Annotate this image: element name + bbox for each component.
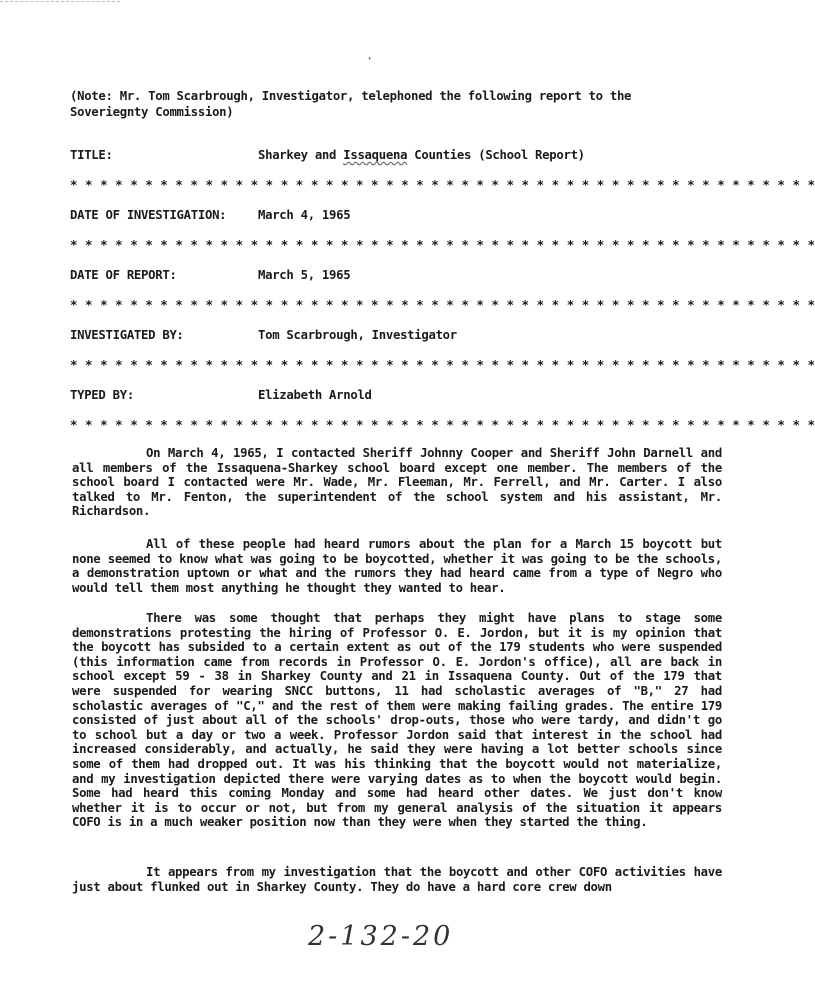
investigated-by-field — [70, 328, 730, 344]
date-of-investigation-label: DATE OF INVESTIGATION: — [70, 208, 227, 222]
investigated-by-label: INVESTIGATED BY: — [70, 328, 184, 342]
title-field — [70, 148, 730, 164]
date-of-investigation-value: March 4, 1965 — [258, 208, 351, 222]
title-label: TITLE: — [70, 148, 113, 162]
paragraph-1: On March 4, 1965, I contacted Sheriff Johnny Cooper and Sheriff John Darnell and all members of the Issaquena-Sharkey school board except one member. The members of the school board I contacted were Mr. Wade, Mr. Fleeman, Mr. Ferrell, and Mr. Carter. I also talked to Mr. Fenton, the superintendent of the school system and his assistant, Mr. Richardson. — [72, 446, 722, 519]
separator-2: * * * * * * * * * * * * * * * * * * * * * * * * * * * * * * * * * * * * * * * * * * * * * * * * * * — [70, 237, 815, 252]
date-of-investigation-field — [70, 208, 730, 224]
scan-speck: ‧ — [368, 54, 371, 65]
date-of-report-value: March 5, 1965 — [258, 268, 351, 282]
handwritten-page-number: 2-132-20 — [308, 921, 454, 952]
separator-3: * * * * * * * * * * * * * * * * * * * * * * * * * * * * * * * * * * * * * * * * * * * * * * * * * * — [70, 297, 815, 312]
date-of-report-label: DATE OF REPORT: — [70, 268, 177, 282]
top-edge-dashes — [0, 1, 120, 2]
investigated-by-value: Tom Scarbrough, Investigator — [258, 328, 457, 342]
separator-5: * * * * * * * * * * * * * * * * * * * * * * * * * * * * * * * * * * * * * * * * * * * * * * * * * * — [70, 417, 815, 432]
paragraph-2: All of these people had heard rumors about the plan for a March 15 boycott but none seemed to know what was going to be boycotted, whether it was going to be the schools, a demonstration uptown or what and the rumors they had heard came from a type of Negro who would tell them most anything he thought they wanted to hear. — [72, 537, 722, 595]
separator-1: * * * * * * * * * * * * * * * * * * * * * * * * * * * * * * * * * * * * * * * * * * * * * * * * * * — [70, 177, 815, 192]
typed-by-field — [70, 388, 730, 404]
paragraph-3: There was some thought that perhaps they might have plans to stage some demonstrations protesting the hiring of Professor O. E. Jordon, but it is my opinion that the boycott has subsided to a certain extent as out of the 179 students who were suspended (this information came from records in Professor O. E. Jordon's office), all are back in school except 59 - 38 in Sharkey County and 21 in Issaquena County. Out of the 179 that were suspended for wearing SNCC buttons, 11 had scholastic averages of "B," 27 had scholastic averages of "C," and the rest of them were making failing grades. The entire 179 consisted of just about all of the schools' drop-outs, those who were tardy, and didn't go to school but a day or two a week. Professor Jordon said that interest in the school had increased considerably, and actually, he said they were having a lot better schools since some of them had dropped out. It was his thinking that the boycott would not materialize, and my investigation depicted there were varying dates as to when the boycott would begin. Some had heard this coming Monday and some had heard other dates. We just don't know whether it is to occur or not, but from my general analysis of the situation it appears COFO is in a much weaker position now than they were when they started the thing. — [72, 611, 722, 830]
typed-by-value: Elizabeth Arnold — [258, 388, 372, 402]
separator-4: * * * * * * * * * * * * * * * * * * * * * * * * * * * * * * * * * * * * * * * * * * * * * * * * * * — [70, 357, 815, 372]
title-value — [258, 148, 585, 162]
title-value-post: Counties (School Report) — [407, 148, 585, 162]
title-value-underlined: Issaquena — [343, 148, 408, 162]
telephone-note: (Note: Mr. Tom Scarbrough, Investigator, telephoned the following report to the Soveriegnty Commission) — [70, 89, 632, 119]
paragraph-4: It appears from my investigation that the boycott and other COFO activities have just about flunked out in Sharkey County. They do have a hard core crew down — [72, 865, 722, 894]
date-of-report-field — [70, 268, 730, 284]
typed-by-label: TYPED BY: — [70, 388, 134, 402]
title-value-pre: Sharkey and — [258, 148, 344, 162]
